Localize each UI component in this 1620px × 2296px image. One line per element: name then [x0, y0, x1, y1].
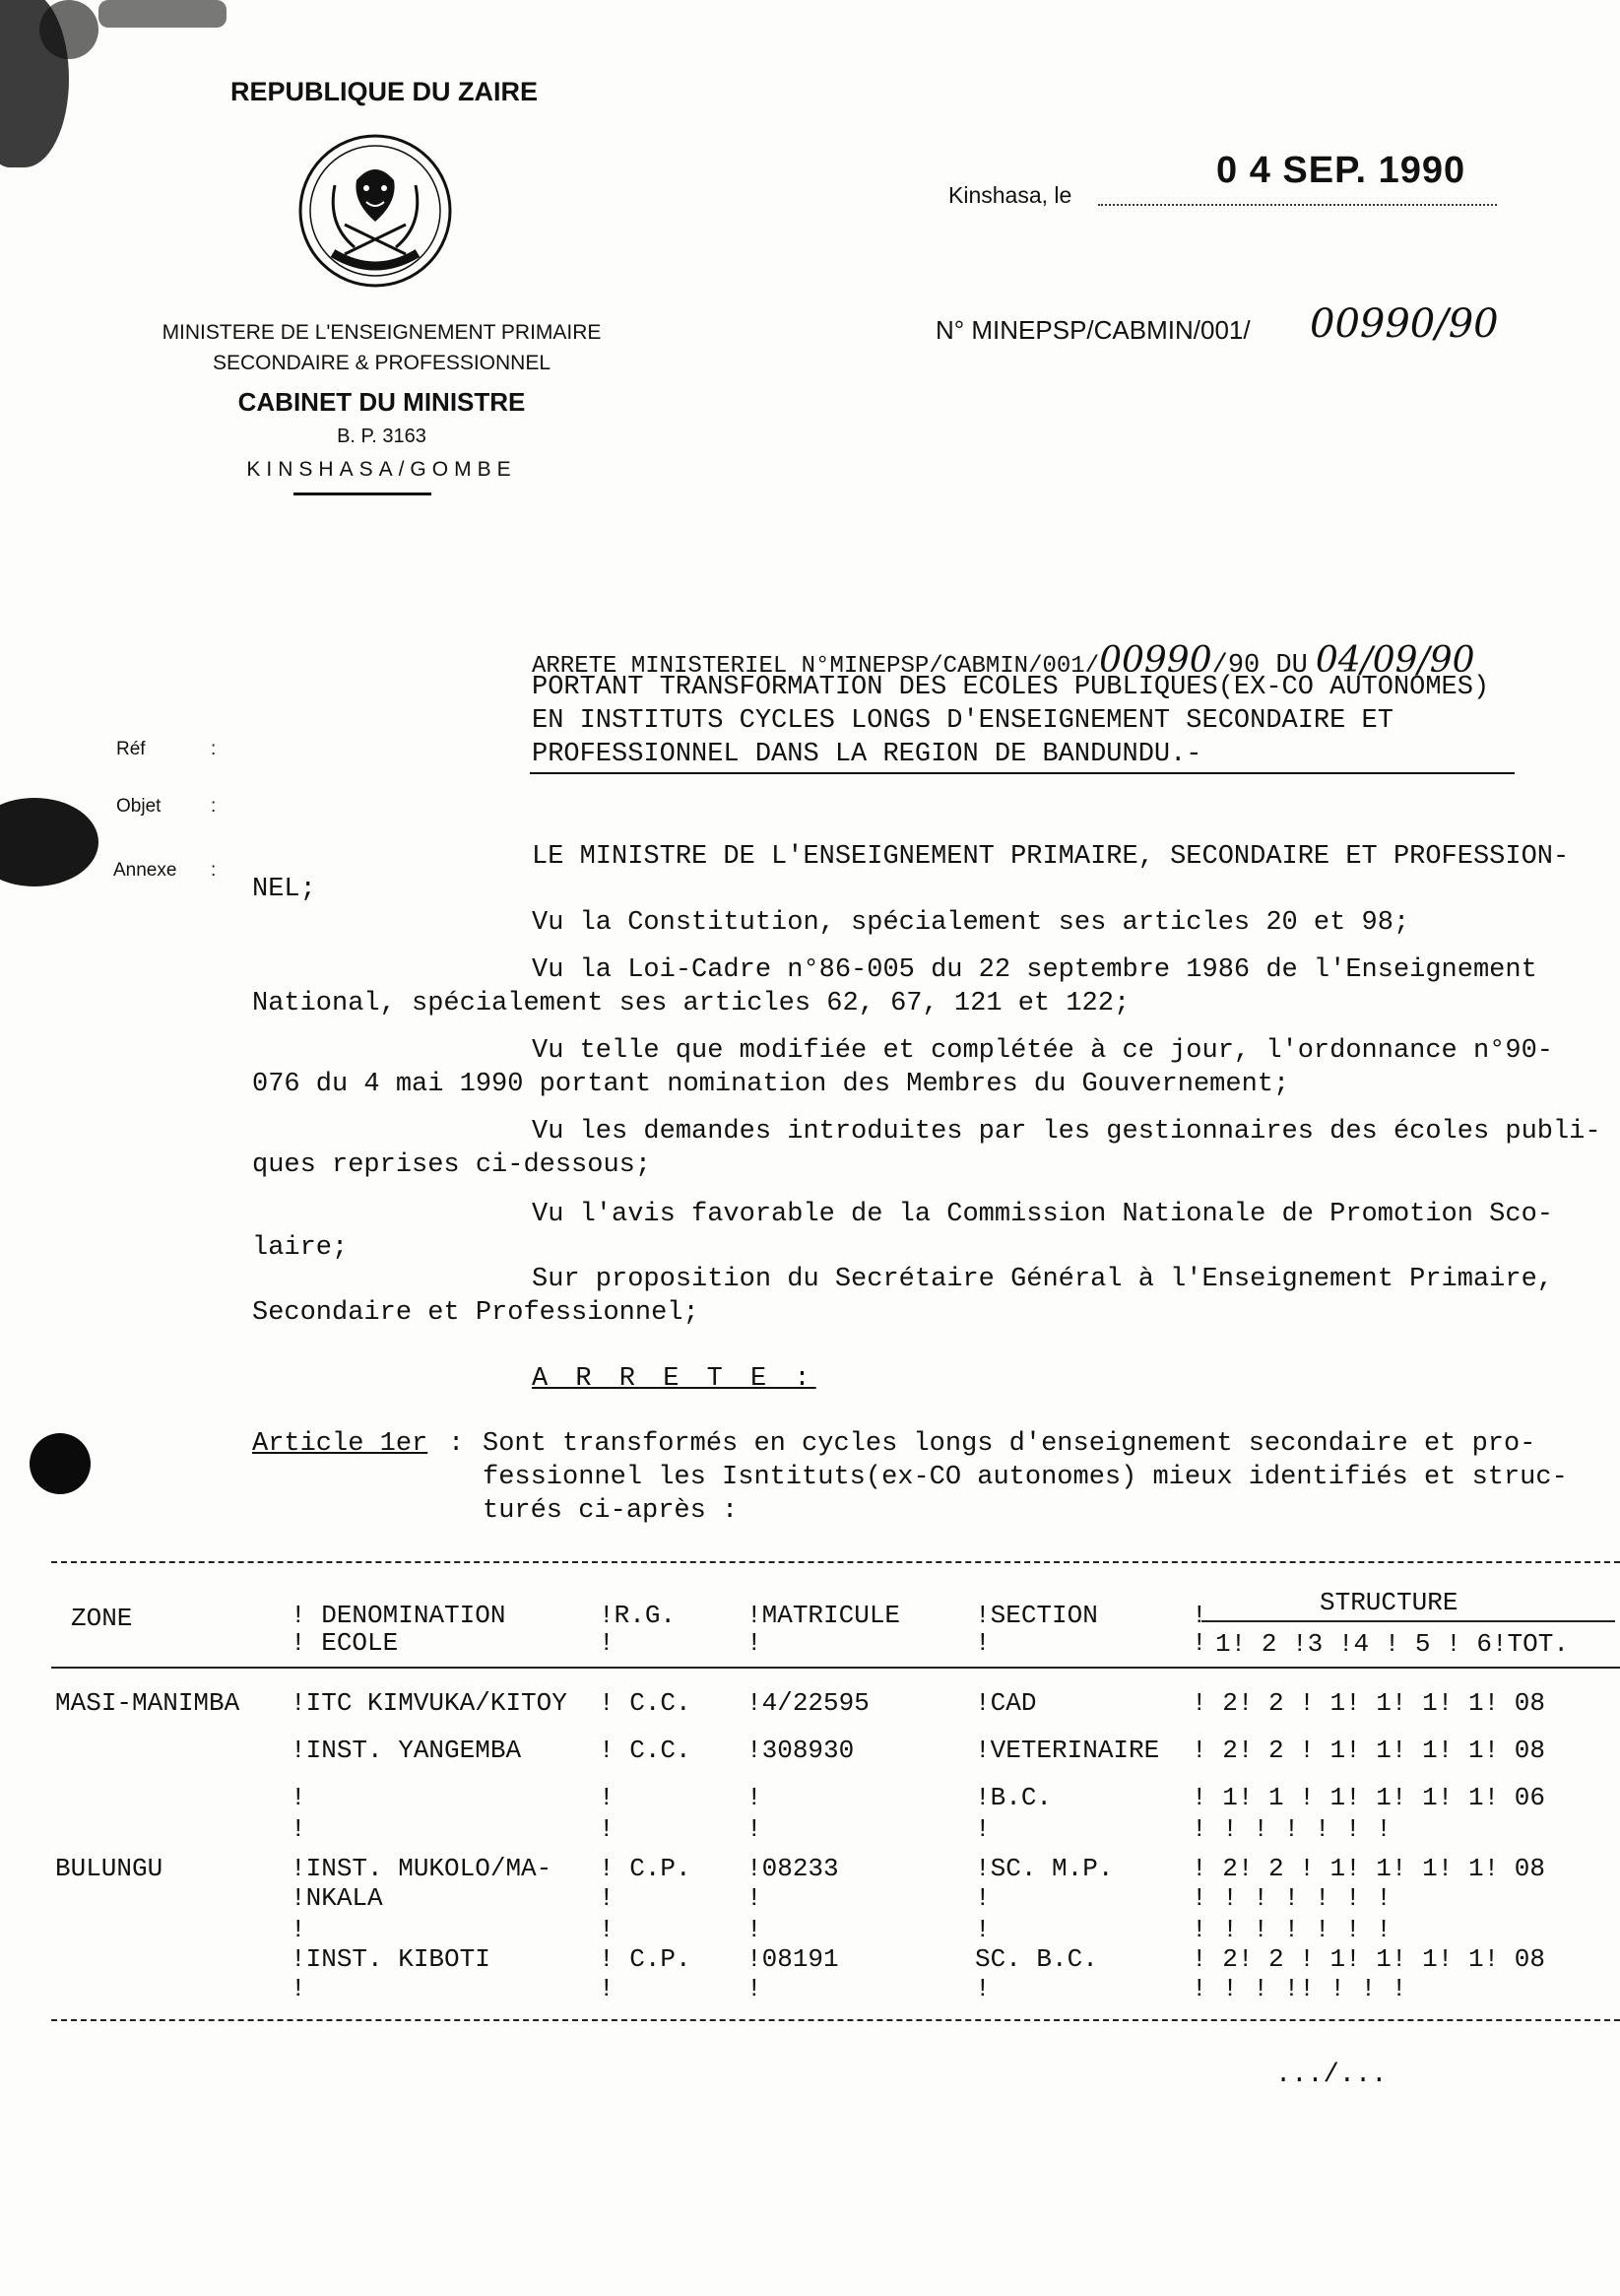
place-date-label: Kinshasa, le — [948, 182, 1072, 208]
vu-loi-cadre-line2: National, spécialement ses articles 62, 67, 121 et 122; — [252, 989, 1131, 1018]
cell-rg: ! C.C. — [599, 1688, 691, 1718]
article1-line3: turés ci-après : — [483, 1496, 739, 1526]
cell-section: !SC. M.P. ! — [975, 1854, 1114, 1913]
ministry-name-line2: SECONDAIRE & PROFESSIONNEL — [212, 352, 551, 374]
col-header-rg: !R.G. ! — [599, 1601, 677, 1658]
col-header-denomination: ! DENOMINATION ! ECOLE — [291, 1601, 506, 1658]
cabinet-title: CABINET DU MINISTRE — [237, 387, 526, 417]
structure-col-numbers: 1! 2 !3 !4 ! 5 ! 6!TOT. — [1215, 1629, 1569, 1659]
title-underline — [530, 772, 1515, 774]
date-dotted-line — [1098, 204, 1497, 206]
cell-structure: ! 2! 2 ! 1! 1! 1! 1! 08 ! ! ! !! ! ! ! — [1192, 1944, 1545, 2003]
decree-title-line4: PROFESSIONNEL DANS LA REGION DE BANDUNDU.- — [532, 740, 1202, 769]
cell-zone: MASI-MANIMBA — [55, 1688, 240, 1718]
vu-avis-line2: laire; — [252, 1233, 349, 1263]
ref-label: Réf — [116, 739, 146, 759]
reference-number-handwritten: 00990/90 — [1310, 301, 1499, 347]
minister-line1: LE MINISTRE DE L'ENSEIGNEMENT PRIMAIRE, SECONDAIRE ET PROFESSION- — [532, 842, 1570, 872]
cell-matricule: !308930 — [746, 1736, 855, 1765]
table-header-rule — [51, 1667, 1620, 1669]
cell-section: !CAD — [975, 1688, 1037, 1718]
table-row — [0, 1944, 1620, 2007]
decree-title-prefix: ARRETE MINISTERIEL N°MINEPSP/CABMIN/001/ — [532, 653, 1100, 680]
cell-structure: ! 2! 2 ! 1! 1! 1! 1! 08 ! ! ! ! ! ! ! — [1192, 1854, 1545, 1913]
vu-demandes-line2: ques reprises ci-dessous; — [252, 1150, 652, 1180]
letterhead-underline — [293, 492, 431, 495]
col-header-matricule: !MATRICULE ! — [746, 1601, 901, 1658]
cell-denomination: !INST. KIBOTI ! — [291, 1944, 490, 2003]
sur-proposition-line2: Secondaire et Professionnel; — [252, 1298, 699, 1328]
table-top-rule — [51, 1561, 1620, 1563]
cell-matricule: !4/22595 — [746, 1688, 870, 1718]
structure-col-bang: ! ! — [1192, 1601, 1207, 1658]
structure-underline — [1201, 1620, 1615, 1622]
decree-title-line3: EN INSTITUTS CYCLES LONGS D'ENSEIGNEMENT SECONDAIRE ET — [532, 706, 1393, 736]
structure-col-1: 1 — [1215, 1629, 1231, 1659]
cell-denomination: !INST. MUKOLO/MA- !NKALA — [291, 1854, 552, 1913]
cell-matricule: !08233 ! — [746, 1854, 839, 1913]
cell-rg: ! C.P. ! — [599, 1944, 691, 2003]
structure-col-3: 3 — [1307, 1629, 1324, 1659]
minister-line2: NEL; — [252, 875, 316, 904]
ref-colon: : — [211, 739, 217, 759]
col-header-zone: ZONE — [71, 1604, 133, 1633]
vu-loi-cadre-line1: Vu la Loi-Cadre n°86-005 du 22 septembre 1986 de l'Enseignement — [532, 955, 1537, 985]
vu-avis-line1: Vu l'avis favorable de la Commission Nationale de Promotion Sco- — [532, 1200, 1553, 1229]
article1-line1: Sont transformés en cycles longs d'enseignement secondaire et pro- — [483, 1429, 1536, 1459]
article1-colon: : — [448, 1429, 465, 1459]
cell-rg: ! C.P. ! — [599, 1854, 691, 1913]
city: KINSHASA/GOMBE — [246, 458, 517, 481]
cell-matricule: !08191 ! — [746, 1944, 839, 2003]
annexe-label: Annexe — [113, 860, 177, 881]
cell-section: !B.C. — [975, 1783, 1053, 1812]
table-bottom-rule — [51, 2019, 1620, 2021]
ministry-name-line1: MINISTERE DE L'ENSEIGNEMENT PRIMAIRE — [162, 321, 602, 344]
republic-title: REPUBLIQUE DU ZAIRE — [229, 77, 539, 106]
postal-box: B. P. 3163 — [337, 426, 426, 447]
col-header-structure: STRUCTURE — [1320, 1588, 1458, 1617]
cell-rg: ! C.C. — [599, 1736, 691, 1765]
scan-smudge — [98, 0, 227, 28]
arrete-heading: A R R E T E : — [532, 1364, 816, 1394]
structure-col-5: 5 — [1414, 1629, 1431, 1659]
cell-structure: ! 2! 2 ! 1! 1! 1! 1! 08 — [1192, 1736, 1545, 1765]
cell-section: SC. B.C. ! — [975, 1944, 1098, 2003]
scan-smudge — [0, 798, 98, 886]
hole-punch — [30, 1433, 91, 1494]
article1-line2: fessionnel les Isntituts(ex-CO autonomes) mieux identifiés et struc- — [483, 1463, 1568, 1492]
cell-denomination: !INST. YANGEMBA — [291, 1736, 522, 1765]
vu-ordonnance-line1: Vu telle que modifiée et complétée à ce jour, l'ordonnance n°90- — [532, 1036, 1553, 1066]
decree-title-line2: PORTANT TRANSFORMATION DES ECOLES PUBLIQUES(EX-CO AUTONOMES) — [532, 673, 1490, 702]
vu-demandes-line1: Vu les demandes introduites par les gestionnaires des écoles publi- — [532, 1117, 1601, 1147]
vu-constitution: Vu la Constitution, spécialement ses articles 20 et 98; — [532, 908, 1410, 938]
cell-denomination: ! — [291, 1783, 306, 1812]
article1-label: Article 1er — [252, 1429, 428, 1459]
objet-colon: : — [211, 796, 217, 817]
cell-structure: ! 2! 2 ! 1! 1! 1! 1! 08 — [1192, 1688, 1545, 1718]
vu-ordonnance-line2: 076 du 4 mai 1990 portant nomination des Membres du Gouvernement; — [252, 1070, 1290, 1099]
structure-col-tot: TOT. — [1507, 1629, 1569, 1659]
col-header-section: !SECTION ! — [975, 1601, 1098, 1658]
cell-structure: ! 1! 1 ! 1! 1! 1! 1! 06 — [1192, 1783, 1545, 1812]
annexe-colon: : — [211, 860, 217, 881]
decree-title-mid: /90 DU — [1211, 651, 1308, 681]
cell-matricule: ! — [746, 1783, 762, 1812]
structure-col-4: 4 — [1353, 1629, 1370, 1659]
cell-zone: BULUNGU — [55, 1854, 163, 1883]
cell-section: !VETERINAIRE — [975, 1736, 1160, 1765]
coat-of-arms-emblem — [295, 131, 455, 291]
continuation-mark: .../... — [1275, 2061, 1388, 2090]
structure-col-6: 6 — [1476, 1629, 1492, 1659]
objet-label: Objet — [116, 796, 162, 817]
cell-rg: ! — [599, 1783, 615, 1812]
scan-smudge — [39, 0, 98, 59]
reference-number-prefix: N° MINEPSP/CABMIN/001/ — [936, 315, 1251, 345]
decree-handwritten-number: 00990 — [1099, 640, 1212, 681]
decree-handwritten-date: 04/09/90 — [1315, 640, 1475, 681]
table-row — [0, 1854, 1620, 1923]
cell-denomination: !ITC KIMVUKA/KITOY — [291, 1688, 567, 1718]
date-stamp: 0 4 SEP. 1990 — [1216, 150, 1466, 191]
sur-proposition-line1: Sur proposition du Secrétaire Général à l'Enseignement Primaire, — [532, 1265, 1553, 1294]
structure-col-2: 2 — [1261, 1629, 1277, 1659]
